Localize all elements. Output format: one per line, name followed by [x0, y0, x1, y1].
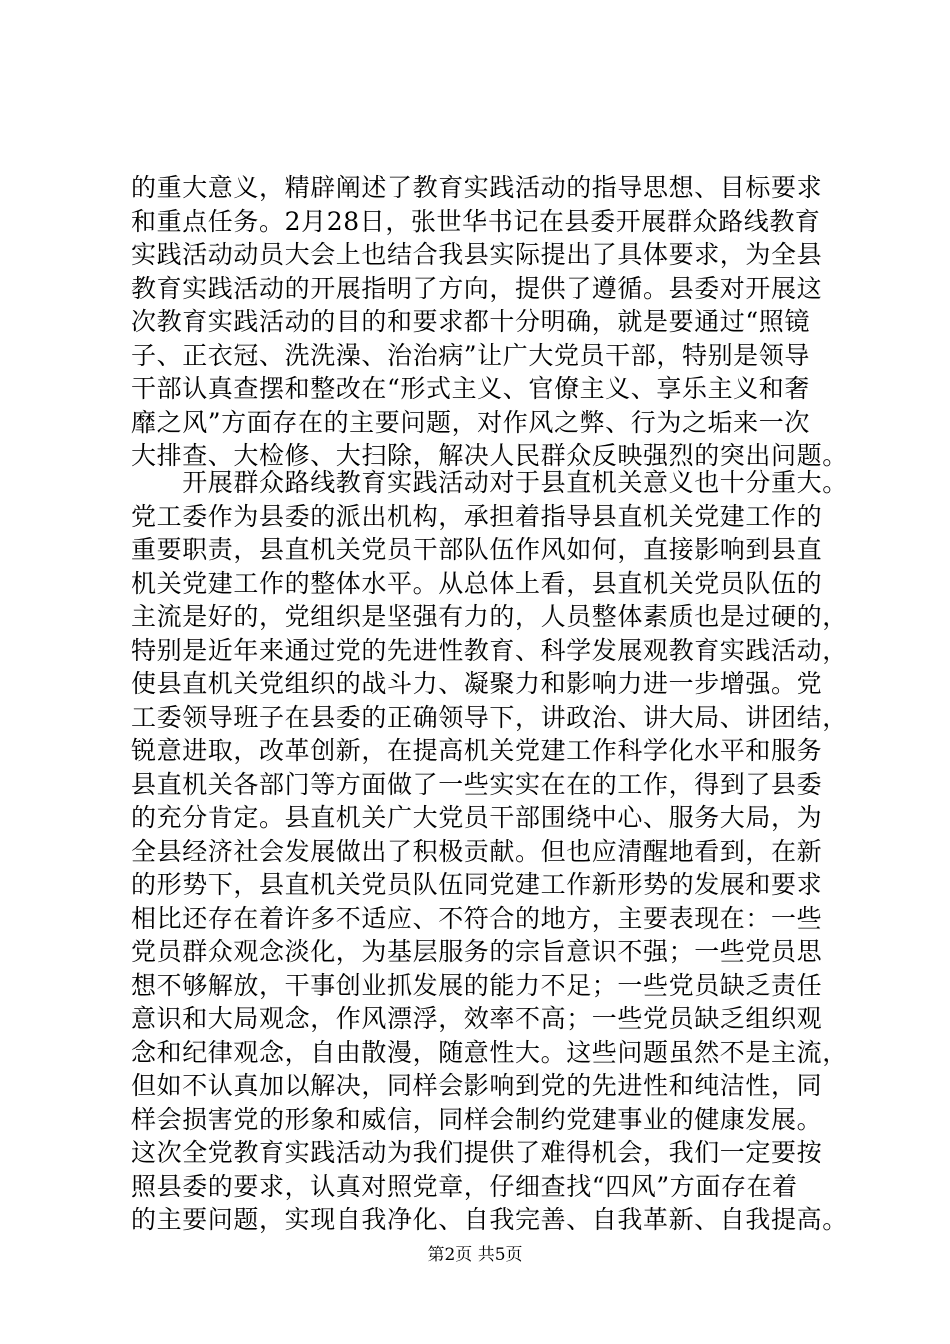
text-line: 党员群众观念淡化，为基层服务的宗旨意识不强；一些党员思 — [131, 937, 823, 966]
text-line: 特别是近年来通过党的先进性教育、科学发展观教育实践活动， — [131, 635, 848, 665]
text-line: 想不够解放，干事创业抓发展的能力不足；一些党员缺乏责任 — [131, 970, 823, 1000]
text-line: 干部认真查摆和整改在“形式主义、官僚主义、享乐主义和奢 — [131, 374, 810, 403]
text-line: 全县经济社会发展做出了积极贡献。但也应清醒地看到，在新 — [131, 836, 823, 866]
text-line: 的形势下，县直机关党员队伍同党建工作新形势的发展和要求 — [131, 870, 823, 899]
text-line: 照县委的要求，认真对照党章，仔细查找“四风”方面存在着 — [131, 1171, 798, 1201]
text-line: 重要职责，县直机关党员干部队伍作风如何，直接影响到县直 — [131, 535, 823, 564]
text-line: 靡之风”方面存在的主要问题，对作风之弊、行为之垢来一次 — [131, 407, 810, 437]
text-line: 党工委作为县委的派出机构，承担着指导县直机关党建工作的 — [131, 501, 823, 531]
text-line: 的主要问题，实现自我净化、自我完善、自我革新、自我提高。 — [131, 1205, 848, 1234]
text-line: 的重大意义，精辟阐述了教育实践活动的指导思想、目标要求 — [131, 173, 823, 202]
text-line: 但如不认真加以解决，同样会影响到党的先进性和纯洁性，同 — [131, 1071, 823, 1100]
text-line: 次教育实践活动的目的和要求都十分明确，就是要通过“照镜 — [131, 307, 810, 336]
text-line: 这次全党教育实践活动为我们提供了难得机会，我们一定要按 — [131, 1138, 823, 1167]
text-line: 开展群众路线教育实践活动对于县直机关意义也十分重大。 — [131, 468, 848, 497]
text-line: 相比还存在着许多不适应、不符合的地方，主要表现在：一些 — [131, 903, 823, 933]
paragraph-2 — [131, 466, 848, 1237]
text-line: 县直机关各部门等方面做了一些实实在在的工作，得到了县委 — [131, 769, 823, 799]
text-line: 实践活动动员大会上也结合我县实际提出了具体要求，为全县 — [131, 240, 823, 269]
text-line: 和重点任务。2月28日，张世华书记在县委开展群众路线教育 — [131, 206, 821, 236]
text-line: 样会损害党的形象和威信，同样会制约党建事业的健康发展。 — [131, 1104, 823, 1134]
text-line: 念和纪律观念，自由散漫，随意性大。这些问题虽然不是主流， — [131, 1037, 848, 1067]
page-footer: 第2页 共5页 — [427, 1245, 523, 1265]
text-line: 使县直机关党组织的战斗力、凝聚力和影响力进一步增强。党 — [131, 669, 823, 698]
text-line: 锐意进取，改革创新，在提高机关党建工作科学化水平和服务 — [131, 736, 823, 765]
text-line: 的充分肯定。县直机关广大党员干部围绕中心、服务大局，为 — [131, 803, 823, 832]
text-line: 工委领导班子在县委的正确领导下，讲政治、讲大局、讲团结， — [131, 702, 848, 732]
text-line: 大排查、大检修、大扫除，解决人民群众反映强烈的突出问题。 — [131, 441, 848, 470]
paragraph-1 — [131, 171, 848, 473]
text-line: 主流是好的，党组织是坚强有力的，人员整体素质也是过硬的， — [131, 602, 848, 631]
text-line: 教育实践活动的开展指明了方向，提供了遵循。县委对开展这 — [131, 273, 823, 303]
text-line: 子、正衣冠、洗洗澡、治治病”让广大党员干部，特别是领导 — [131, 340, 810, 370]
text-line: 机关党建工作的整体水平。从总体上看，县直机关党员队伍的 — [131, 568, 823, 598]
text-line: 意识和大局观念，作风漂浮，效率不高；一些党员缺乏组织观 — [131, 1004, 823, 1033]
